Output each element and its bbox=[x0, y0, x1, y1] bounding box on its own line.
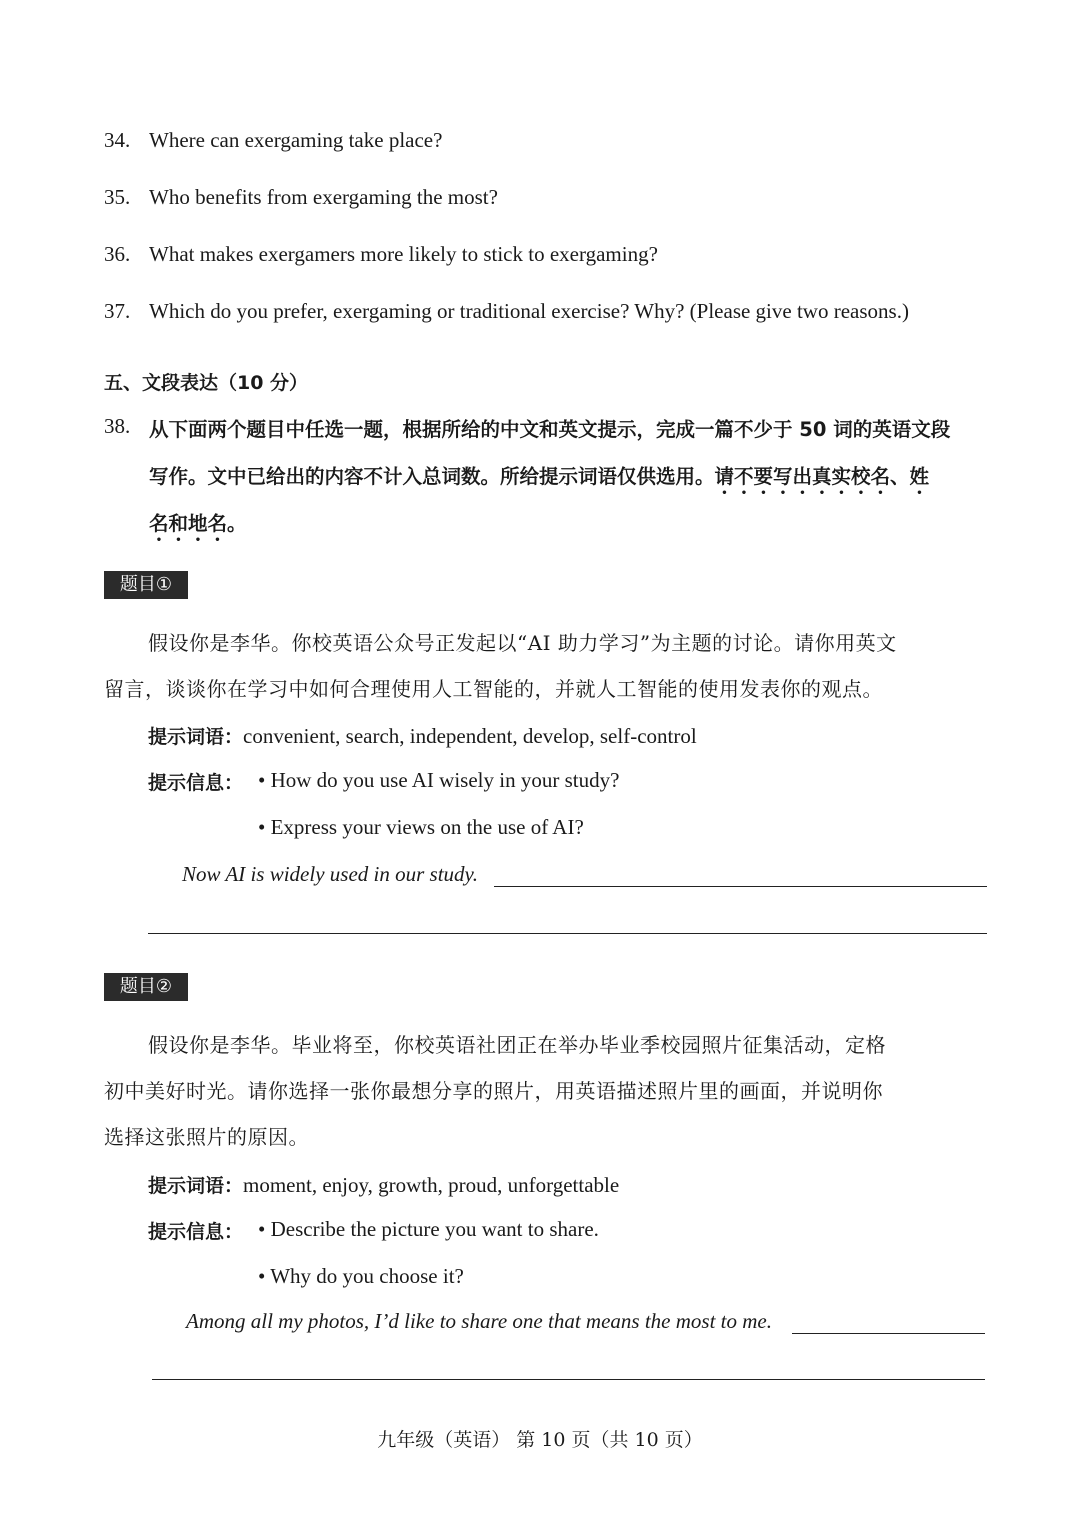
instruction-line-2 bbox=[149, 461, 929, 499]
section-title: 五、文段表达（10 分） bbox=[104, 372, 309, 394]
question-number: 35. bbox=[104, 185, 131, 209]
question-36 bbox=[104, 242, 658, 267]
topic-1-bullet-1: • How do you use AI wisely in your study? bbox=[258, 768, 620, 792]
topic-1-starter: Now AI is widely used in our study. bbox=[182, 862, 478, 886]
hint-info-label: 提示信息： bbox=[148, 1221, 244, 1243]
question-number: 36. bbox=[104, 242, 131, 266]
question-37 bbox=[104, 299, 909, 324]
topic-2-hint-info bbox=[148, 1217, 243, 1244]
question-text: Where can exergaming take place? bbox=[149, 128, 443, 152]
answer-line bbox=[792, 1333, 985, 1334]
topic-2-bullet-1: • Describe the picture you want to share. bbox=[258, 1217, 599, 1241]
hint-words: convenient, search, independent, develop, self-control bbox=[243, 724, 697, 748]
prompt-line: 选择这张照片的原因。 bbox=[104, 1125, 309, 1149]
prompt-line: 假设你是李华。毕业将至，你校英语社团正在举办毕业季校园照片征集活动，定格 bbox=[148, 1033, 886, 1057]
instruction-line-3: 名和地名。 bbox=[149, 512, 247, 535]
page-footer: 九年级（英语） 第 10 页（共 10 页） bbox=[377, 1429, 703, 1451]
question-number: 38. bbox=[104, 414, 131, 438]
question-34 bbox=[104, 128, 442, 153]
prompt-line: 假设你是李华。你校英语公众号正发起以“AI 助力学习”为主题的讨论。请你用英文 bbox=[148, 631, 897, 655]
instruction-text: 写作。文中已给出的内容不计入总词数。所给提示词语仅供选用。 bbox=[149, 465, 715, 488]
hint-words-label: 提示词语： bbox=[148, 726, 244, 748]
instruction-emphasis: 请不要写出真实校名、姓 bbox=[714, 465, 930, 488]
question-text: Who benefits from exergaming the most? bbox=[149, 185, 498, 209]
question-text: What makes exergamers more likely to stick to exergaming? bbox=[149, 242, 658, 266]
question-text: Which do you prefer, exergaming or traditional exercise? Why? (Please give two reasons.) bbox=[149, 299, 909, 323]
question-number: 34. bbox=[104, 128, 131, 152]
answer-line bbox=[152, 1379, 985, 1380]
topic-1-bullet-2: • Express your views on the use of AI? bbox=[258, 815, 584, 839]
topic-2-prompt bbox=[104, 1022, 988, 1160]
topic-2-starter: Among all my photos, I’d like to share one that means the most to me. bbox=[186, 1309, 772, 1333]
answer-line bbox=[148, 933, 987, 934]
topic-1-badge: 题目① bbox=[104, 571, 188, 599]
topic-1-prompt bbox=[104, 620, 988, 712]
question-number: 37. bbox=[104, 299, 131, 323]
prompt-line: 初中美好时光。请你选择一张你最想分享的照片，用英语描述照片里的画面，并说明你 bbox=[104, 1079, 883, 1103]
topic-2-bullet-2: • Why do you choose it? bbox=[258, 1264, 464, 1288]
instruction-line-1: 从下面两个题目中任选一题，根据所给的中文和英文提示，完成一篇不少于 50 词的英语文段 bbox=[149, 418, 951, 441]
prompt-line: 留言，谈谈你在学习中如何合理使用人工智能的，并就人工智能的使用发表你的观点。 bbox=[104, 677, 883, 701]
hint-words: moment, enjoy, growth, proud, unforgettable bbox=[243, 1173, 620, 1197]
topic-1-hint-info bbox=[148, 768, 243, 795]
answer-line bbox=[494, 886, 987, 887]
topic-2-hint-words bbox=[148, 1171, 619, 1198]
question-35 bbox=[104, 185, 498, 210]
topic-2-badge: 题目② bbox=[104, 973, 188, 1001]
hint-words-label: 提示词语： bbox=[148, 1175, 244, 1197]
topic-1-hint-words bbox=[148, 722, 697, 749]
hint-info-label: 提示信息： bbox=[148, 772, 244, 794]
